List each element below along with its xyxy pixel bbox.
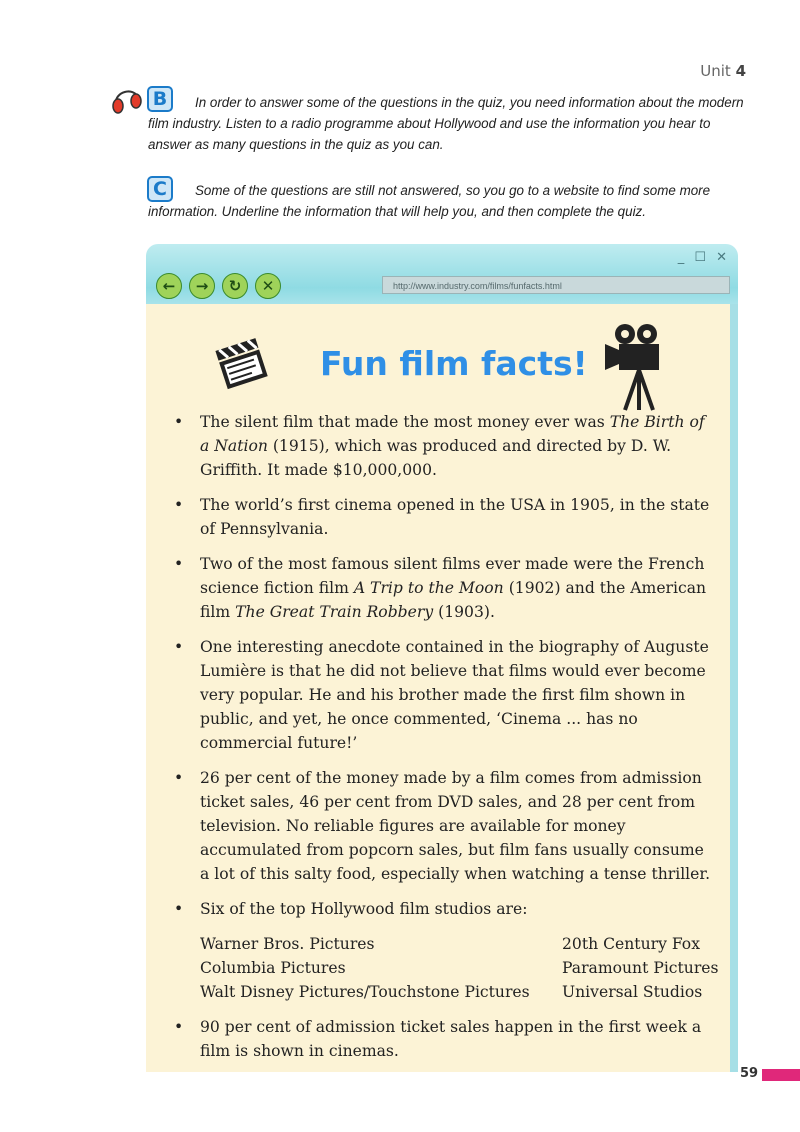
task-b-badge: B	[147, 86, 173, 112]
refresh-button[interactable]: ↻	[222, 273, 248, 299]
stop-button[interactable]: ✕	[255, 273, 281, 299]
page-title: Fun film facts!	[320, 344, 588, 383]
fact-item: • Two of the most famous silent films ever made were the French science fiction film A Trip to the Moon (1902) and the American film The Great Train Robbery (1903).	[174, 552, 714, 624]
address-bar[interactable]: http://www.industry.com/films/funfacts.html	[382, 276, 730, 294]
scrollbar[interactable]	[730, 304, 738, 1072]
unit-label: Unit 4	[700, 62, 746, 80]
browser-window	[146, 244, 738, 1072]
studio-name: Universal Studios	[562, 983, 703, 1001]
fact-item: • 26 per cent of the money made by a film comes from admission ticket sales, 46 per cent from DVD sales, and 28 per cent from television. No reliable figures are available for money accumulated from popcorn sales, but film fans usually consume a lot of this salty food, especially when watching a tense thriller.	[174, 766, 714, 886]
fact-item: • The world’s first cinema opened in the USA in 1905, in the state of Pennsylvania.	[174, 493, 714, 541]
web-page-content	[146, 304, 730, 1072]
film-camera-icon	[601, 322, 673, 412]
back-button[interactable]: ←	[156, 273, 182, 299]
page-marker-bar	[762, 1069, 800, 1081]
task-c-badge: C	[147, 176, 173, 202]
window-controls[interactable]: _ ☐ ✕	[677, 250, 730, 265]
task-c-instructions: Some of the questions are still not answered, so you go to a website to find some more information. Underline the information that will help you, and then complete the quiz.	[148, 183, 711, 219]
fact-item: • 90 per cent of admission ticket sales happen in the first week a film is shown in cinemas.	[174, 1015, 714, 1063]
fact-item: • The silent film that made the most money ever was The Birth of a Nation (1915), which was produced and directed by D. W. Griffith. It made $10,000,000.	[174, 410, 714, 482]
studio-name: Paramount Pictures	[562, 959, 719, 977]
studio-name: Warner Bros. Pictures	[200, 935, 375, 953]
fun-facts-list	[174, 410, 719, 1072]
page-number: 59	[740, 1066, 759, 1081]
studio-name: Columbia Pictures	[200, 959, 346, 977]
studio-name: 20th Century Fox	[562, 935, 700, 953]
studio-name: Walt Disney Pictures/Touchstone Pictures	[200, 983, 530, 1001]
browser-toolbar	[146, 266, 738, 306]
task-b-instructions: In order to answer some of the questions in the quiz, you need information about the modern film industry. Listen to a radio programme about Hollywood and use the information you hear to answer as many questions in the quiz as you can.	[148, 95, 744, 152]
forward-button[interactable]: →	[189, 273, 215, 299]
fact-item: • Six of the top Hollywood film studios are: Warner Bros. Pictures 20th Century Fox Columbia Pictures Paramount Pictures Walt Disney Pictures/Touchstone Pictures Universal Studios	[174, 897, 714, 1004]
headphones-icon	[110, 84, 144, 116]
unit-number: 4	[735, 62, 746, 80]
fact-item: • One interesting anecdote contained in the biography of Auguste Lumière is that he did not believe that films would ever become very popular. He and his brother made the first film shown in public, and yet, he once commented, ‘Cinema ... has no commercial future!’	[174, 635, 714, 755]
studios-list	[200, 932, 719, 1004]
clapperboard-icon	[212, 334, 268, 390]
